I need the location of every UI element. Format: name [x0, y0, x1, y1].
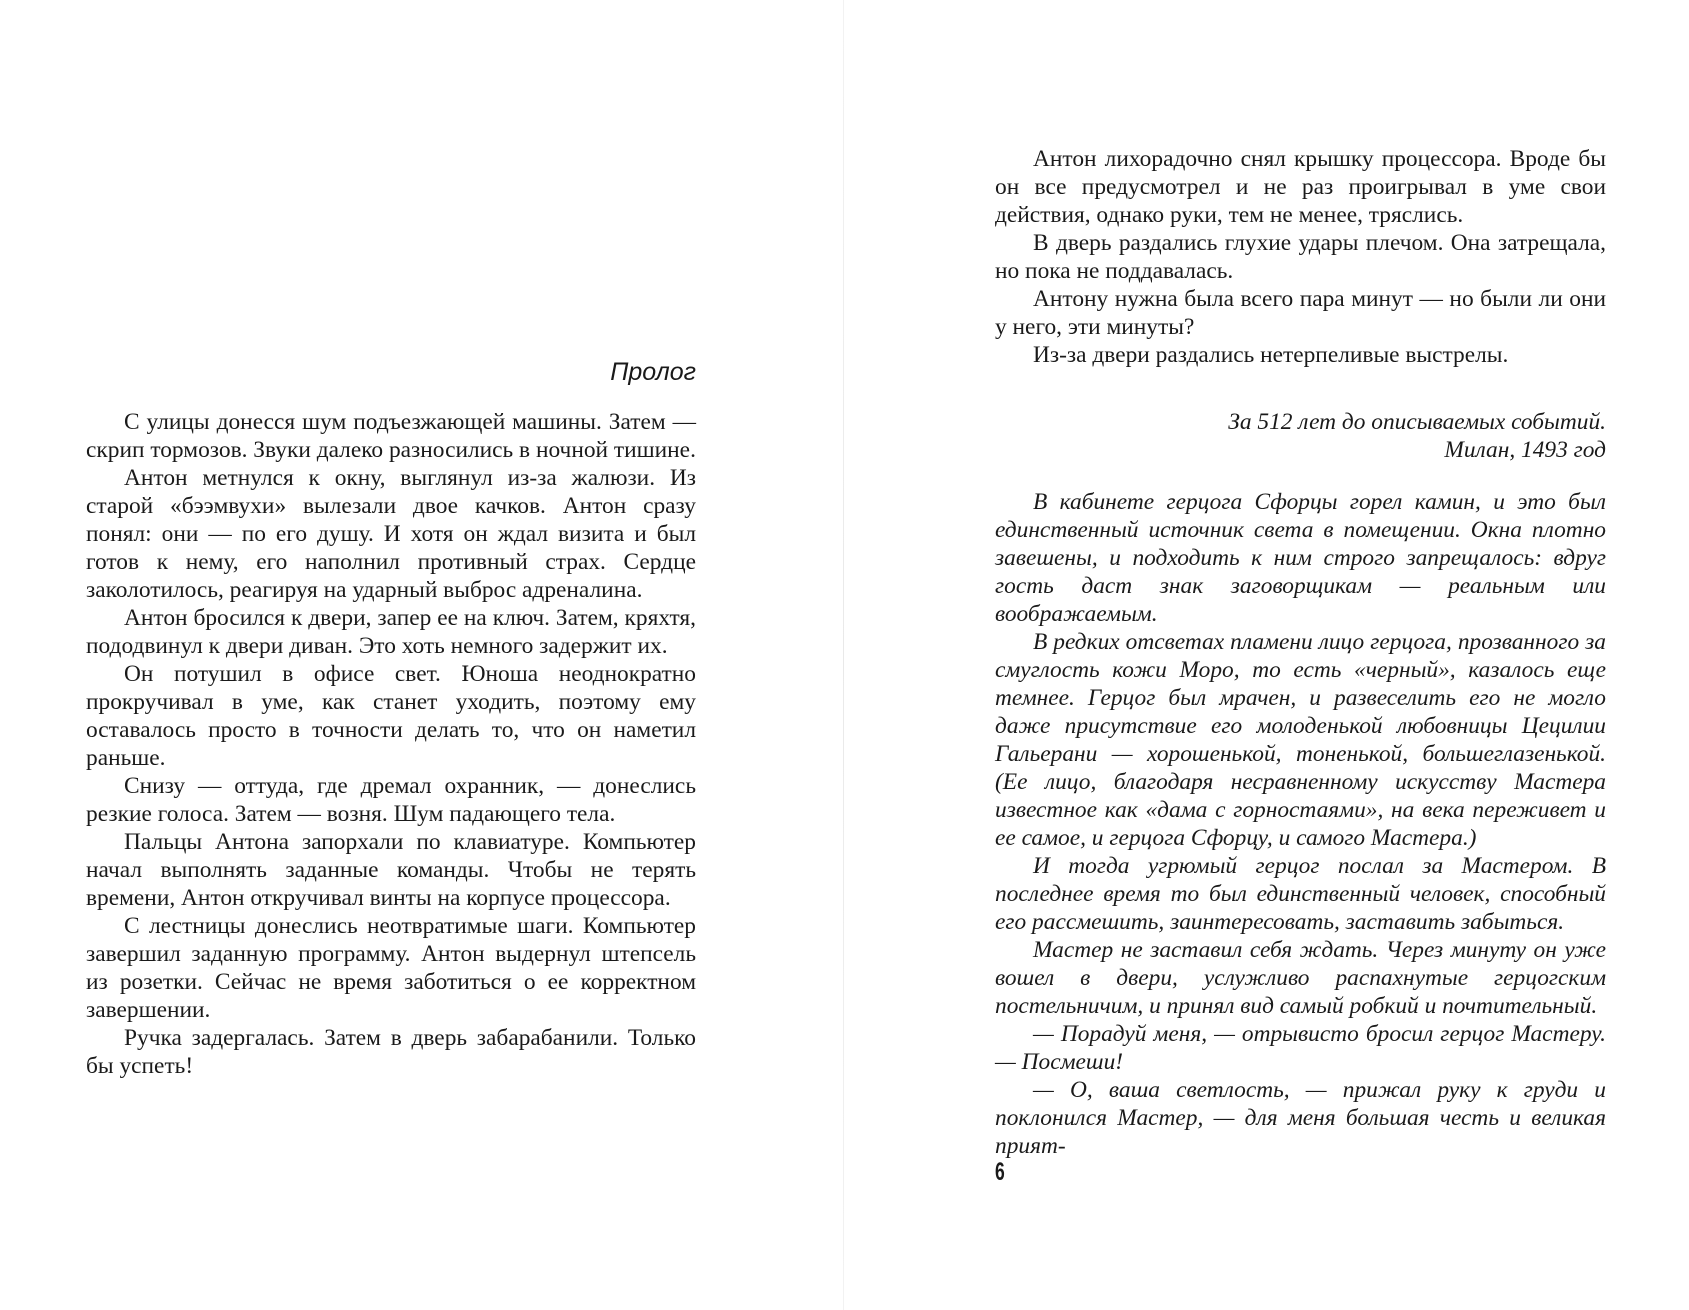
italic-paragraph: Мастер не заставил себя ждать. Через минуту он уже вошел в двери, услужливо распахнутые герцогским постельничим, и принял вид самый робкий и почтительный. [995, 937, 1606, 1019]
paragraph: Снизу — оттуда, где дремал охранник, — донеслись резкие голоса. Затем — возня. Шум падающего тела. [86, 773, 696, 827]
paragraph: Он потушил в офисе свет. Юноша неоднократно прокручивал в уме, как станет уходить, поэтому ему оставалось просто в точности делать то, что он наметил раньше. [86, 661, 696, 771]
paragraph: Антон бросился к двери, запер ее на ключ. Затем, кряхтя, пододвинул к двери диван. Это хоть немного задержит их. [86, 605, 696, 659]
page-number: 6 [995, 1158, 1005, 1186]
paragraph: Антон метнулся к окну, выглянул из-за жалюзи. Из старой «бээмвухи» вылезали двое качков. Антон сразу понял: они — по его душу. И хотя он ждал визита и был готов к нему, его наполнил противный страх. Сердце заколотилось, реагируя на ударный выброс адреналина. [86, 465, 696, 603]
paragraph: В дверь раздались глухие удары плечом. Она затрещала, но пока не поддавалась. [995, 230, 1606, 284]
right-page-text [995, 145, 1606, 369]
italic-paragraph: В кабинете герцога Сфорцы горел камин, и это был единственный источник света в помещении. Окна плотно завешены, и подходить к ним строго запрещалось: вдруг гость даст знак заговорщикам — реальным или воображаемым. [995, 489, 1606, 627]
epigraph-line: Милан, 1493 год [1444, 437, 1606, 463]
italic-paragraph: И тогда угрюмый герцог послал за Мастером. В последнее время то был единственный человек, способный его рассмешить, заинтересовать, заставить забыться. [995, 853, 1606, 935]
italic-paragraph: — Порадуй меня, — отрывисто бросил герцог Мастеру. — Посмеши! [995, 1021, 1606, 1075]
left-page [0, 0, 843, 1310]
right-page [844, 0, 1689, 1310]
epigraph-line: За 512 лет до описываемых событий. [1228, 409, 1606, 435]
italic-paragraph: В редких отсветах пламени лицо герцога, прозванного за смуглость кожи Моро, то есть «черный», казалось еще темнее. Герцог был мрачен, и развеселить его не могло даже присутствие его молоденькой любовницы Цецилии Гальерани — хорошенькой, тоненькой, большеглазенькой. (Ее лицо, благодаря несравненному искусству Мастера известное как «дама с горностаями», на века переживет и ее самое, и герцога Сфорцу, и самого Мастера.) [995, 629, 1606, 851]
paragraph: С улицы донесся шум подъезжающей машины. Затем — скрип тормозов. Звуки далеко разносились в ночной тишине. [86, 409, 696, 463]
italic-paragraph: — О, ваша светлость, — прижал руку к груди и поклонился Мастер, — для меня большая честь и великая прият- [995, 1077, 1606, 1159]
paragraph: Антон лихорадочно снял крышку процессора. Вроде бы он все предусмотрел и не раз проигрывал в уме свои действия, однако руки, тем не менее, тряслись. [995, 146, 1606, 228]
paragraph: Антону нужна была всего пара минут — но были ли они у него, эти минуты? [995, 286, 1606, 340]
paragraph: С лестницы донеслись неотвратимые шаги. Компьютер завершил заданную программу. Антон выдернул штепсель из розетки. Сейчас не время заботиться о ее корректном завершении. [86, 913, 696, 1023]
epigraph [995, 408, 1606, 464]
left-page-text [86, 408, 696, 1080]
paragraph: Ручка задергалась. Затем в дверь забарабанили. Только бы успеть! [86, 1025, 696, 1079]
paragraph: Пальцы Антона запорхали по клавиатуре. Компьютер начал выполнять заданные команды. Чтобы не терять времени, Антон откручивал винты на корпусе процессора. [86, 829, 696, 911]
right-page-italic-text [995, 488, 1606, 1160]
chapter-title: Пролог [610, 358, 696, 386]
paragraph: Из-за двери раздались нетерпеливые выстрелы. [1033, 342, 1509, 368]
